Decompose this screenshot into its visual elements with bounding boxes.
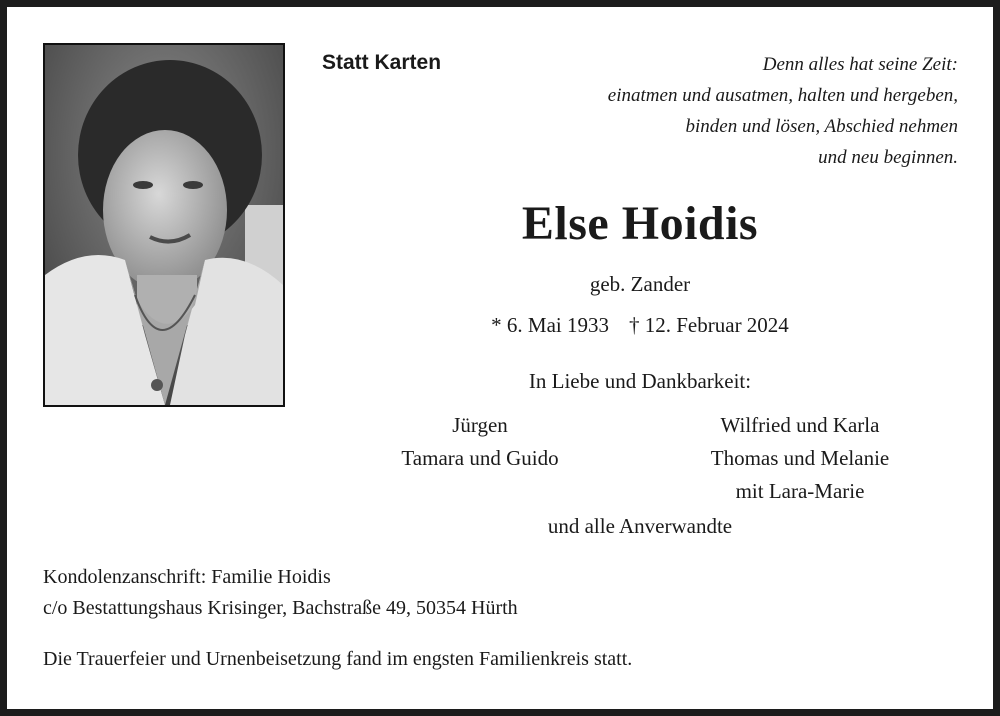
portrait-photo bbox=[43, 43, 285, 407]
ceremony-note: Die Trauerfeier und Urnenbeisetzung fand im engsten Familienkreis statt. bbox=[43, 648, 633, 670]
mourner: Thomas und Melanie bbox=[710, 446, 890, 470]
born-name: geb. Zander bbox=[589, 272, 691, 296]
mourner: Tamara und Guido bbox=[401, 446, 559, 470]
birth-date: * 6. Mai 1933 bbox=[491, 313, 609, 337]
quote-line: binden und lösen, Abschied nehmen bbox=[685, 116, 958, 137]
mourners-left bbox=[360, 409, 600, 475]
mourner: Jürgen bbox=[452, 413, 508, 437]
quote-line: und neu beginnen. bbox=[818, 147, 958, 168]
condolence-address-line1: Kondolenzanschrift: Familie Hoidis bbox=[43, 566, 331, 588]
quote-line: einatmen und ausatmen, halten und hergeben, bbox=[607, 85, 958, 106]
deceased-name: Else Hoidis bbox=[521, 197, 759, 250]
statt-karten-label: Statt Karten bbox=[322, 51, 442, 74]
mourners-intro: In Liebe und Dankbarkeit: bbox=[528, 369, 752, 393]
relatives-line: und alle Anverwandte bbox=[547, 514, 733, 538]
quote bbox=[608, 49, 958, 173]
quote-line: Denn alles hat seine Zeit: bbox=[762, 54, 958, 75]
death-date: † 12. Februar 2024 bbox=[629, 313, 789, 337]
life-dates bbox=[310, 313, 970, 338]
mourners-right bbox=[670, 409, 930, 508]
condolence-address-line2: c/o Bestattungshaus Krisinger, Bachstraße 49, 50354 Hürth bbox=[43, 597, 518, 619]
mourner: mit Lara-Marie bbox=[735, 479, 865, 503]
mourner: Wilfried und Karla bbox=[720, 413, 880, 437]
